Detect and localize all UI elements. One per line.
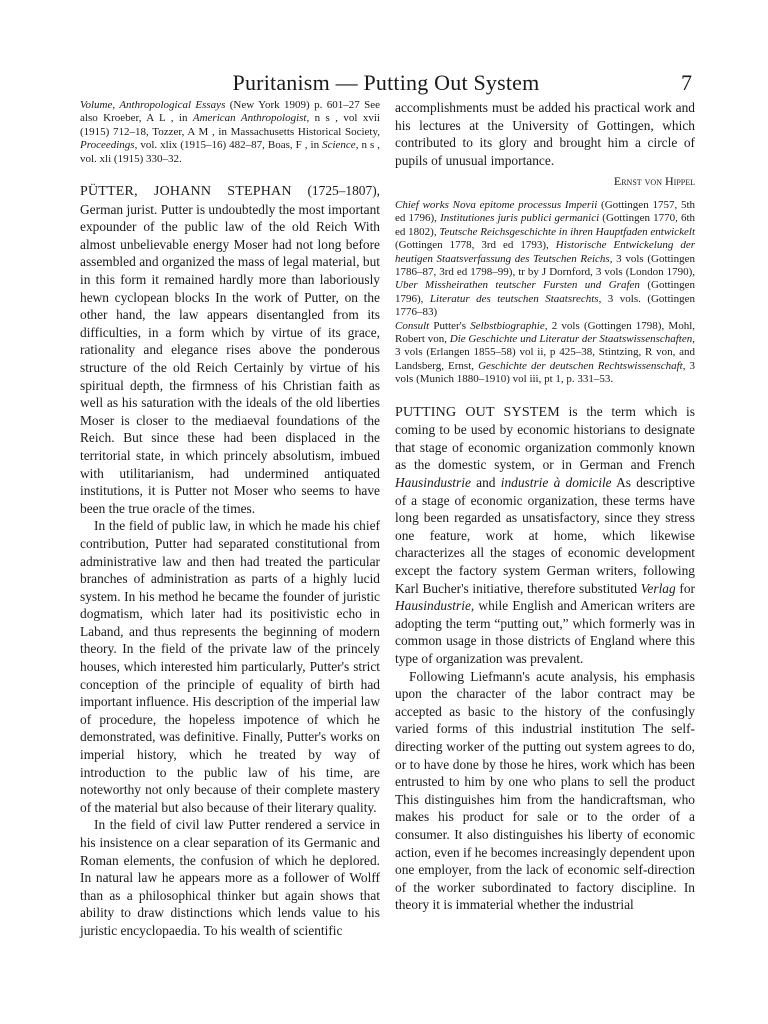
references-continued: Volume, Anthropological Essays (New York 1909) p. 601–27 See also Kroeber, A L , in American Anthropologist, n s , vol xvii (1915) 712–18, Tozzer, A M , in Massachusetts Historical Society, Proceedings, vol. xlix (1915–16) 482–87, Boas, F , in Science, n s , vol. xli (1915) 330–32.	[80, 99, 381, 165]
consult-references: Consult Putter's Selbstbiographie, 2 vols (Gottingen 1798), Mohl, Robert von, Die Geschichte und Literatur der Staatswissenschaften, 3 vols (Erlangen 1855–58) vol ii, p 425–38, Stintzing, R von, and Landsberg, Ernst, Geschichte der deutschen Rechtswissenschaft, 3 vols (Munich 1880–1910) vol iii, pt 1, p. 331–53.	[395, 319, 696, 386]
page-number: 7	[681, 70, 692, 95]
right-column	[395, 99, 695, 914]
running-head: Puritanism — Putting Out System	[232, 70, 540, 95]
putter-article-intro: PÜTTER, JOHANN STEPHAN (1725–1807), German jurist. Putter is undoubtedly the most important expounder of the public law of the old Reich With almost unbelievable energy Moser had not long before assembled and organized the mass of legal material, but in this form it remained hardly more than laboriously hewn cyclopean blocks In the work of Putter, on the other hand, the law appears disentangled from its difficulties, in a form which by virtue of its grace, rationality and elegance rises above the ponderous structure of the old Reich Certainly by virtue of his spiritual depth, the firmness of his Christian faith as well as his saturation with the ideals of the old liberties Moser is closer to the mediaeval foundations of the Reich. But since these had been displaced in the territorial state, in which princely absolutism, imbued with utilitarianism, had undermined antiquated institutions, it is Putter not Moser who seems to have been the true oracle of the times.	[80, 183, 381, 516]
putter-paragraph-3: In the field of civil law Putter rendered a service in his insistence on a clear separation of its Germanic and Roman elements, the confusion of which he deplored. In natural law he appears more as a follower of Wolff than as a philosophical thinker but again shows that ability to draw distinctions which lends value to his juristic encyclopaedia. To his wealth of scientific	[80, 817, 380, 938]
left-column	[80, 99, 380, 940]
page-header	[80, 70, 692, 100]
putting-out-intro: PUTTING OUT SYSTEM is the term which is coming to be used by economic historians to designate that stage of economic organization commonly known as the domestic system, or in German and French Hausindustrie and industrie à domicile As descriptive of a stage of economic organization, these terms have long been regarded as unsatisfactory, since they stress one feature, work at home, which likewise characterizes all the stages of economic development except the factory system German writers, following Karl Bucher's initiative, therefore substituted Verlag for Hausindustrie, while English and American writers are adopting the term “putting out,” which formerly was in common usage in those districts of England where this type of organization was prevalent.	[395, 403, 695, 666]
putting-out-paragraph-2: Following Liefmann's acute analysis, his emphasis upon the character of the labor contract may be accepted as basic to the history of the confusingly varied forms of this industrial institution The self-directing worker of the putting out system agrees to do, or to have done by those he hires, work which has been entrusted to him by one who plans to sell the product This distinguishes him from the handicraftsman, who makes his product for sale or to the order of a consumer. It also distinguishes his liberty of economic action, even if he becomes increasingly dependent upon one employer, from the lack of economic self-direction of the worker subordinated to factory discipline. In theory it is immaterial whether the industrial	[395, 668, 695, 913]
author-signature: Ernst von Hippel	[613, 174, 695, 189]
putter-paragraph-2: In the field of public law, in which he made his chief contribution, Putter had separated constitutional from administrative law and then had treated the particular branches of administration as parts of a highly lucid system. In his method he became the founder of juristic dogmatism, which later had its positivistic echo in Laband, and thus represents the beginning of modern theory. In the field of the private law of the princely houses, which interested him particularly, Putter's strict conception of the principle of equality of birth had important influence. His description of the imperial law of procedure, the hopeless impotence of which he demonstrated, was definitive. Finally, Putter's works on imperial history, which he treated by way of introduction to the public law of his time, are noteworthy not only because of their complete mastery of the material but also because of their literary quality.	[80, 518, 380, 815]
putter-paragraph-4: accomplishments must be added his practical work and his lectures at the University of Gottingen, which contributed to its glory and brought him a circle of pupils of unusual importance.	[395, 100, 695, 168]
entry-heading-putting-out: PUTTING OUT SYSTEM	[395, 404, 560, 420]
chief-works: Chief works Nova epitome processus Imperii (Gottingen 1757, 5th ed 1796), Institutiones juris publici germanici (Gottingen 1770, 6th ed 1802), Teutsche Reichsgeschichte in ihren Hauptfaden entwickelt (Gottingen 1778, 3rd ed 1793), Historische Entwickelung der heutigen Staatsverfassung des Teutschen Reichs, 3 vols (Gottingen 1786–87, 3rd ed 1798–99), tr by J Dornford, 3 vols (London 1790), Uber Missheirathen teutscher Fursten und Grafen (Gottingen 1796), Literatur des teutschen Staatsrechts, 3 vols. (Gottingen 1776–83)	[395, 198, 696, 319]
entry-heading-putter: PÜTTER, JOHANN STEPHAN	[80, 184, 292, 200]
